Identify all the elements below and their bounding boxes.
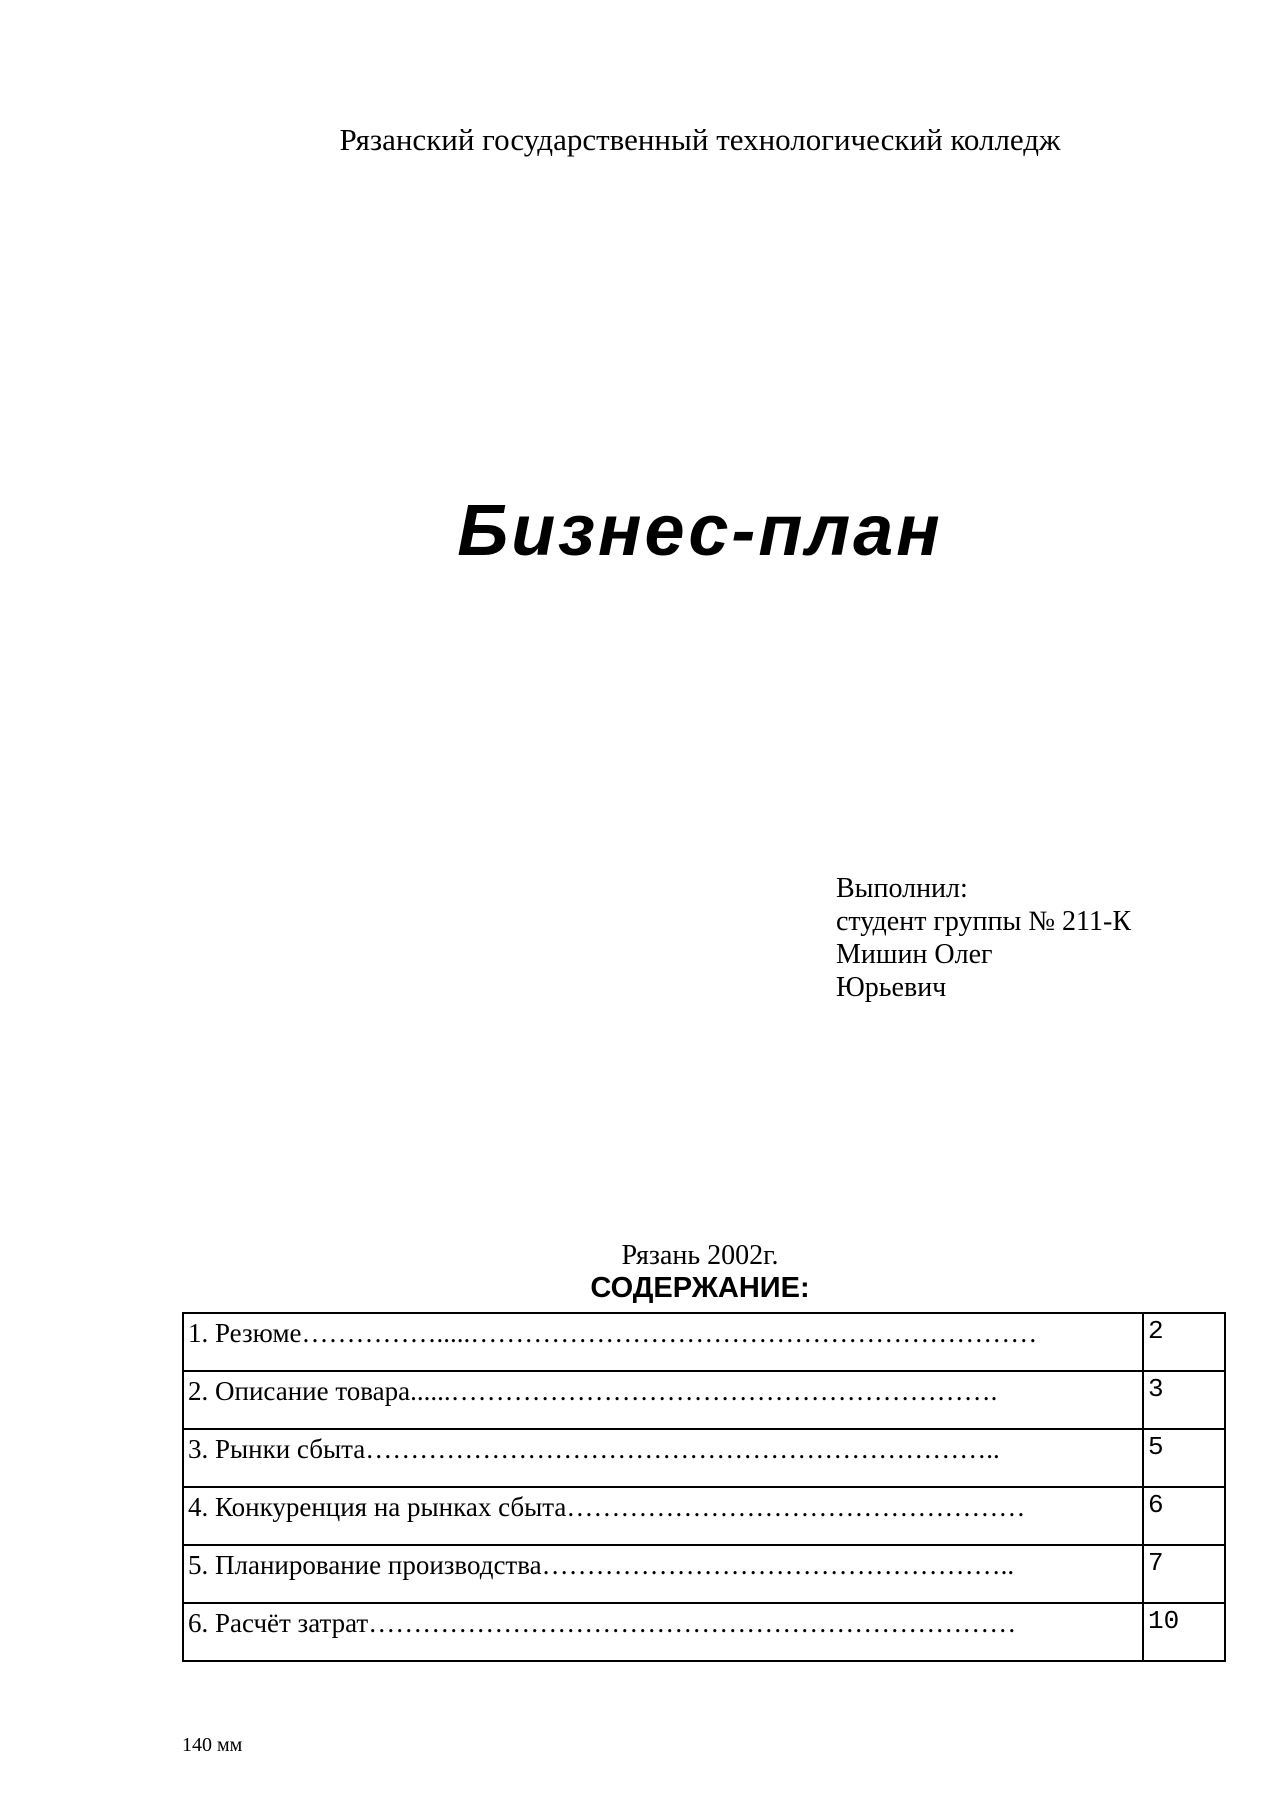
document-title: Бизнес-план [457,491,943,571]
contents-item-page: 5 [1143,1429,1225,1487]
contents-item-label: 5. Планирование производства…………………………………………….. [183,1545,1143,1603]
contents-item-page: 3 [1143,1371,1225,1429]
contents-item-label: 4. Конкуренция на рынках сбыта…………………………………………… [183,1487,1143,1545]
author-name: Мишин Олег [836,939,993,970]
table-row [183,1603,1225,1661]
table-row [183,1545,1225,1603]
contents-item-label: 1. Резюме…………….....……………………………………………………… [183,1313,1143,1371]
author-block [836,872,1131,1004]
contents-item-label: 6. Расчёт затрат……………………………………………………………… [183,1603,1143,1661]
contents-item-page: 6 [1143,1487,1225,1545]
contents-item-label: 2. Описание товара......……………………………………………………. [183,1371,1143,1429]
contents-heading: СОДЕРЖАНИЕ: [590,1272,810,1304]
table-row [183,1487,1225,1545]
place-and-year: Рязань 2002г. [621,1240,779,1271]
footer-note: 140 мм [182,1734,243,1756]
contents-item-label: 3. Рынки сбыта…………………………………………………………….. [183,1429,1143,1487]
table-row [183,1313,1225,1371]
institution-name: Рязанский государственный технологический колледж [339,122,1061,157]
contents-item-page: 2 [1143,1313,1225,1371]
author-performed-label: Выполнил: [836,873,968,904]
table-row [183,1429,1225,1487]
contents-table [182,1312,1226,1662]
author-patronymic: Юрьевич [836,972,947,1003]
contents-item-page: 10 [1143,1603,1225,1661]
author-group: студент группы № 211-К [836,906,1131,937]
table-row [183,1371,1225,1429]
contents-item-page: 7 [1143,1545,1225,1603]
